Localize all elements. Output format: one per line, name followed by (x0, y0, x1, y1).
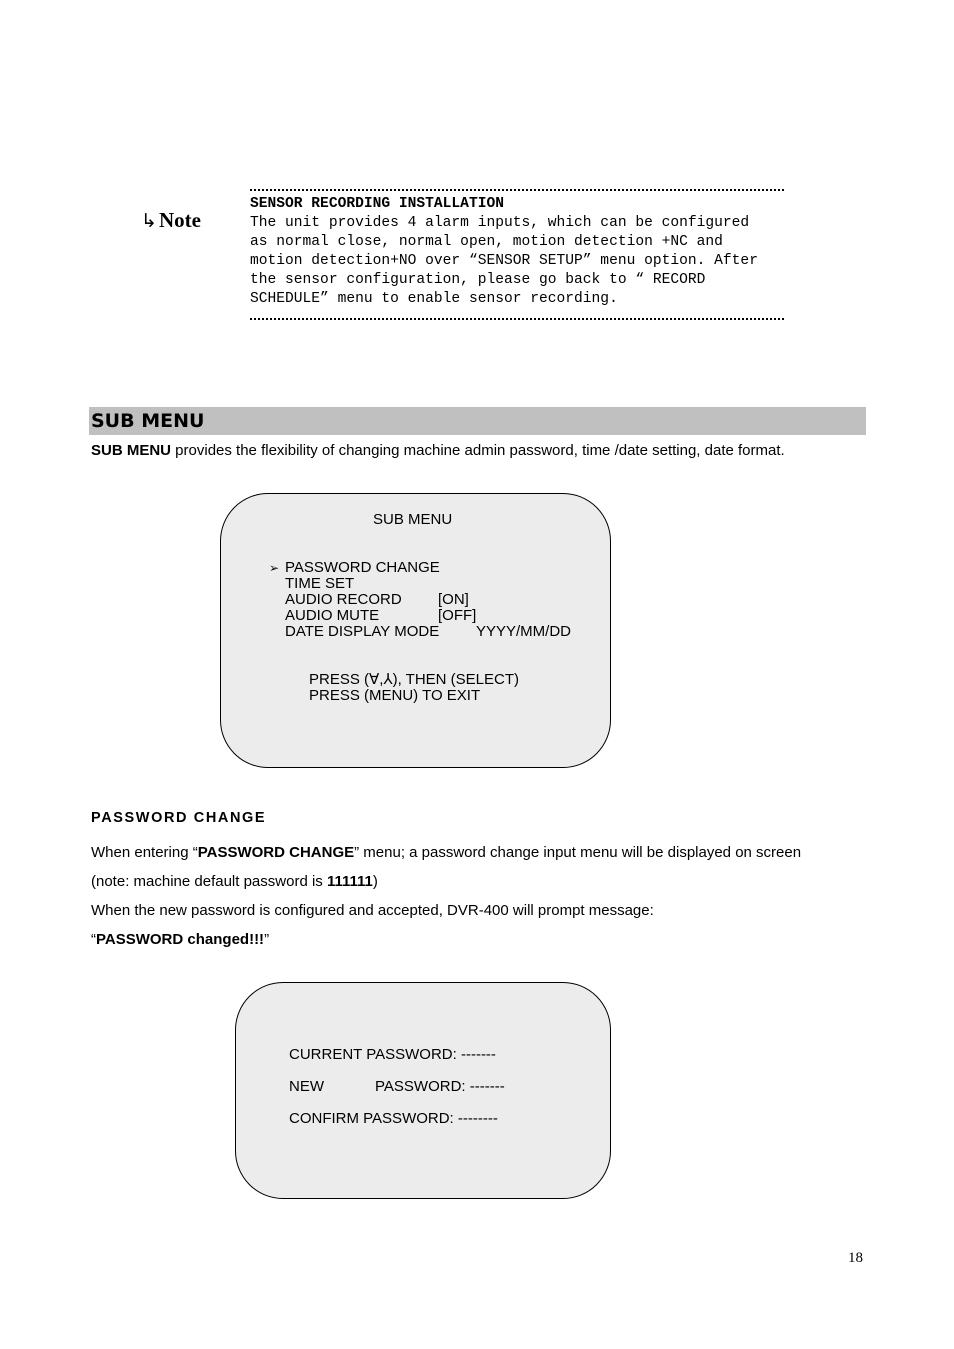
section-header-bar (89, 407, 866, 435)
new-password-label: NEW (289, 1078, 324, 1095)
password-change-paragraph-3: When the new password is configured and accepted, DVR-400 will prompt message: (91, 902, 654, 919)
section-title: SUB MENU (91, 410, 205, 432)
menu-item-time-set[interactable]: TIME SET (285, 575, 355, 592)
sub-menu-screen-title: SUB MENU (373, 511, 453, 528)
current-password-field[interactable]: CURRENT PASSWORD: ------- (289, 1046, 496, 1063)
password-change-paragraph-1: When entering “PASSWORD CHANGE” menu; a password change input menu will be displayed on screen (91, 844, 802, 861)
note-line: The unit provides 4 alarm inputs, which can be configured (250, 215, 750, 231)
note-title: SENSOR RECORDING INSTALLATION (250, 196, 504, 212)
menu-item-audio-record[interactable]: AUDIO RECORD (285, 591, 402, 608)
navigation-instruction: PRESS (Ɐ,⅄), THEN (SELECT) (309, 671, 520, 688)
audio-mute-value: [OFF] (438, 607, 477, 624)
note-text (250, 195, 790, 309)
menu-item-password-change[interactable]: ➢ PASSWORD CHANGE (269, 559, 440, 576)
note-line: as normal close, normal open, motion detection +NC and (250, 234, 723, 250)
password-changed-message: “PASSWORD changed!!!” (91, 931, 270, 948)
page-number: 18 (848, 1250, 863, 1266)
pushpin-icon: ↳ (141, 211, 157, 232)
menu-item-audio-mute[interactable]: AUDIO MUTE (285, 607, 380, 624)
note-label: ↳Note (141, 208, 201, 232)
note-bottom-divider (250, 318, 784, 320)
menu-item-date-display-mode[interactable]: DATE DISPLAY MODE (285, 623, 440, 640)
note-line: SCHEDULE” menu to enable sensor recording. (250, 291, 618, 307)
pointer-arrow-icon: ➢ (269, 561, 280, 575)
audio-record-value: [ON] (438, 591, 469, 608)
confirm-password-field[interactable]: CONFIRM PASSWORD: -------- (289, 1110, 498, 1127)
note-top-divider (250, 189, 784, 191)
password-change-heading: PASSWORD CHANGE (91, 810, 267, 826)
exit-instruction: PRESS (MENU) TO EXIT (309, 687, 481, 704)
password-change-paragraph-2: (note: machine default password is 111111) (91, 873, 378, 890)
note-line: motion detection+NO over “SENSOR SETUP” menu option. After (250, 253, 758, 269)
section-intro: SUB MENU provides the flexibility of changing machine admin password, time /date setting, date format. (91, 442, 785, 459)
new-password-field[interactable]: PASSWORD: ------- (375, 1078, 505, 1095)
note-line: the sensor configuration, please go back to “ RECORD (250, 272, 706, 288)
date-display-mode-value: YYYY/MM/DD (476, 623, 572, 640)
